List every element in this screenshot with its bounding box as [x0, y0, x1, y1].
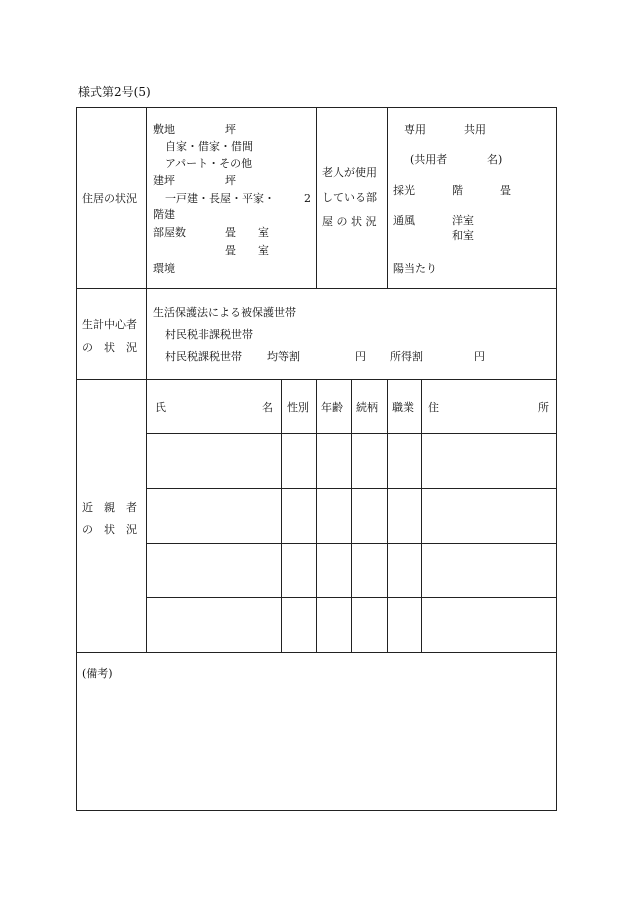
col-header-name-2: 名 [262, 401, 273, 414]
col-header-address-1: 住 [428, 401, 439, 414]
housing-divider-1 [316, 107, 317, 288]
relative-relation-cell[interactable] [352, 489, 387, 543]
taxed-option: 村民税課税世帯 [165, 350, 242, 363]
relatives-header-2: の 状 況 [82, 523, 137, 536]
relative-relation-cell[interactable] [352, 544, 387, 597]
relative-address-cell[interactable] [422, 434, 556, 488]
income-yen-unit: 円 [474, 350, 485, 363]
relative-sex-cell[interactable] [282, 434, 316, 488]
own-rent-options: 自家・借家・借間 [165, 140, 253, 153]
remarks-field[interactable] [77, 683, 556, 810]
elder-room-header-2: している部 [322, 191, 377, 204]
per-capita-yen-unit: 円 [355, 350, 366, 363]
apartment-options: アパート・その他 [165, 157, 253, 170]
relative-age-cell[interactable] [317, 434, 351, 488]
relative-age-cell[interactable] [317, 489, 351, 543]
relative-name-cell[interactable] [147, 598, 281, 652]
ventilation-label: 通風 [393, 214, 415, 227]
relative-relation-cell[interactable] [352, 598, 387, 652]
housing-divider-2 [387, 107, 388, 288]
rooms-jo-unit: 畳 [225, 226, 236, 239]
stories-number: 2 [304, 192, 311, 205]
per-capita-label: 均等割 [267, 350, 300, 363]
col-header-job: 職業 [392, 401, 414, 414]
relative-age-cell[interactable] [317, 544, 351, 597]
room-jo-unit: 畳 [500, 184, 511, 197]
relative-name-cell[interactable] [147, 544, 281, 597]
shared-label: 共用 [464, 123, 486, 136]
col-header-name-1: 氏 [155, 401, 166, 414]
divider-housing-bottom [76, 288, 557, 289]
site-label: 敷地 [153, 123, 175, 136]
col-header-sex: 性別 [287, 401, 309, 414]
building-tsubo-unit: 坪 [225, 174, 236, 187]
rooms-jo-unit-2: 畳 [225, 244, 236, 257]
environment-label: 環境 [153, 262, 175, 275]
rooms-shitsu-unit-2: 室 [258, 244, 269, 257]
stories-label: 階建 [153, 208, 175, 221]
col-header-address-2: 所 [538, 401, 549, 414]
site-tsubo-unit: 坪 [225, 123, 236, 136]
divider-relatives-bottom [76, 652, 557, 653]
welfare-option: 生活保護法による被保護世帯 [153, 306, 296, 319]
relative-job-cell[interactable] [388, 598, 421, 652]
relative-address-cell[interactable] [422, 598, 556, 652]
nontax-option: 村民税非課税世帯 [165, 328, 253, 341]
relative-address-cell[interactable] [422, 544, 556, 597]
relative-job-cell[interactable] [388, 489, 421, 543]
col-header-age: 年齢 [321, 401, 343, 414]
building-area-label: 建坪 [153, 174, 175, 187]
relative-address-cell[interactable] [422, 489, 556, 543]
co-users-open: (共用者 [410, 153, 448, 166]
relative-sex-cell[interactable] [282, 544, 316, 597]
elder-room-header-1: 老人が使用 [322, 166, 377, 179]
relative-sex-cell[interactable] [282, 489, 316, 543]
exclusive-label: 専用 [404, 123, 426, 136]
relative-job-cell[interactable] [388, 544, 421, 597]
western-room-label: 洋室 [452, 214, 474, 227]
rooms-shitsu-unit: 室 [258, 226, 269, 239]
japanese-room-label: 和室 [452, 229, 474, 242]
relative-relation-cell[interactable] [352, 434, 387, 488]
co-users-close: 名) [487, 153, 503, 166]
housing-header: 住居の状況 [82, 192, 137, 205]
relative-name-cell[interactable] [147, 489, 281, 543]
col-header-relation: 続柄 [356, 401, 378, 414]
building-type-options: 一戸建・長屋・平家・ [165, 192, 275, 205]
relative-age-cell[interactable] [317, 598, 351, 652]
lighting-label: 採光 [393, 184, 415, 197]
income-levy-label: 所得割 [390, 350, 423, 363]
relative-name-cell[interactable] [147, 434, 281, 488]
sunlight-label: 陽当たり [393, 262, 437, 275]
relative-sex-cell[interactable] [282, 598, 316, 652]
relative-job-cell[interactable] [388, 434, 421, 488]
form-id: 様式第2号(5) [78, 85, 151, 99]
rooms-label: 部屋数 [153, 226, 186, 239]
floor-unit: 階 [452, 184, 463, 197]
remarks-label: (備考) [82, 667, 113, 680]
relatives-header-1: 近 親 者 [82, 501, 137, 514]
livelihood-header-2: の 状 況 [82, 341, 137, 354]
elder-room-header-3: 屋 の 状 況 [322, 215, 377, 228]
livelihood-header-1: 生計中心者 [82, 318, 137, 331]
